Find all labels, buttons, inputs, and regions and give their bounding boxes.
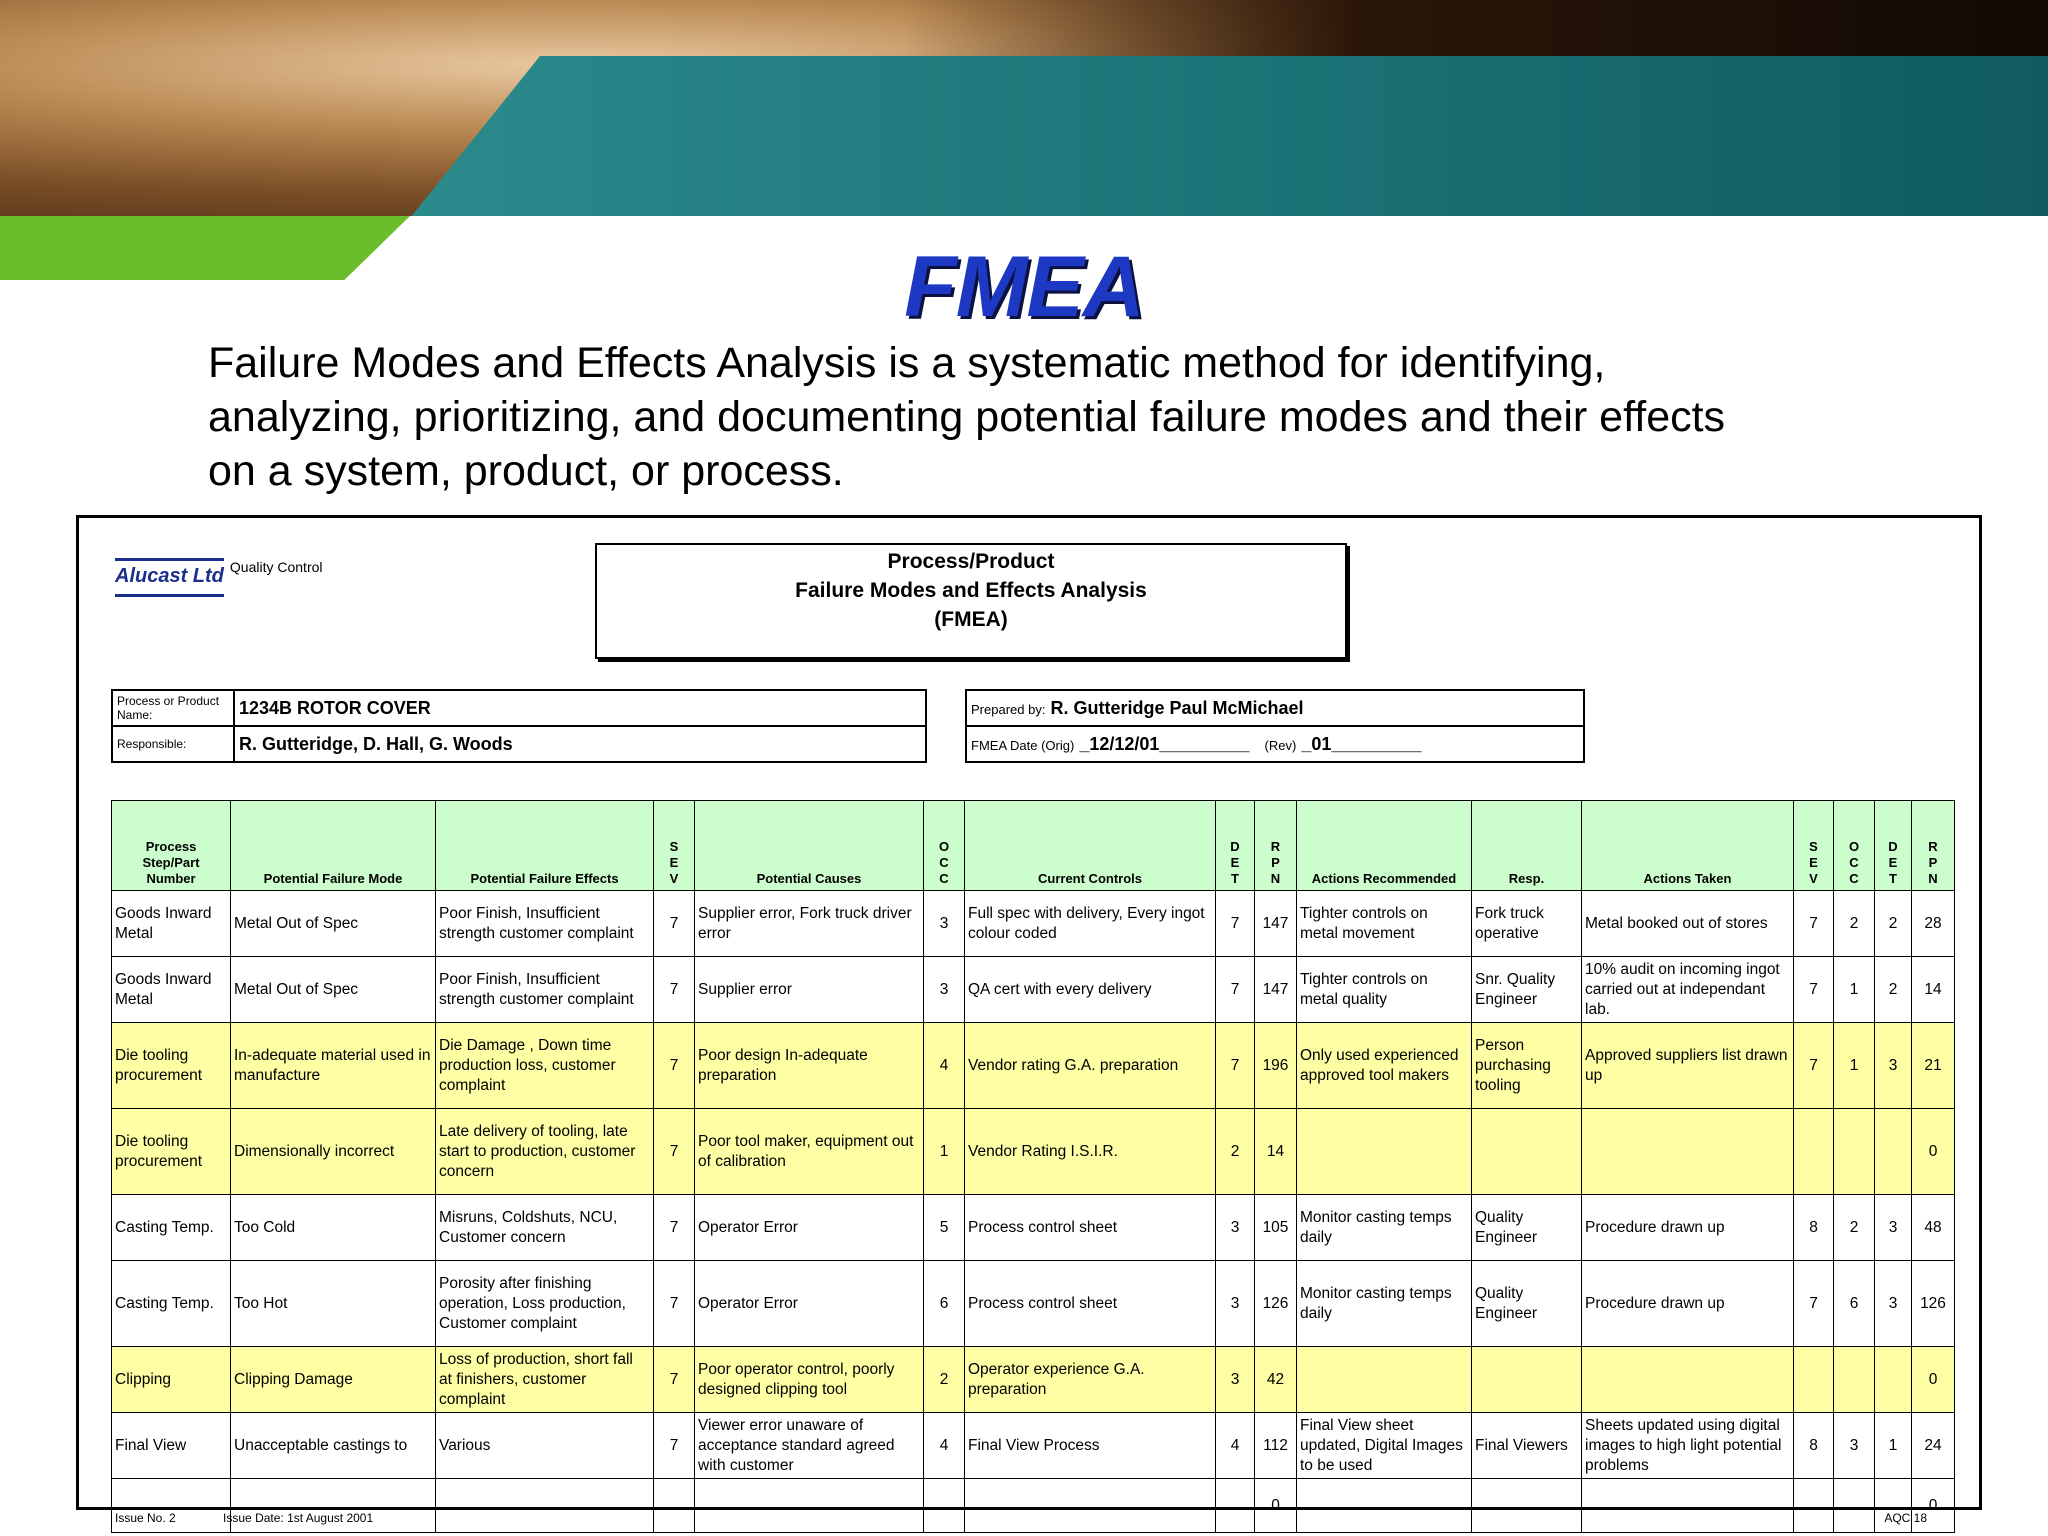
table-cell: Various <box>436 1413 654 1479</box>
fmea-date-label: FMEA Date (Orig) <box>971 737 1075 753</box>
table-cell: 147 <box>1255 891 1297 957</box>
table-cell: 7 <box>1794 1261 1834 1347</box>
table-cell: Poor Finish, Insufficient strength customer complaint <box>436 957 654 1023</box>
table-cell: 3 <box>1875 1023 1912 1109</box>
form-title-line3: (FMEA) <box>934 608 1008 631</box>
table-cell: Casting Temp. <box>112 1261 231 1347</box>
table-cell: 7 <box>654 1347 695 1413</box>
table-cell: Sheets updated using digital images to high light potential problems <box>1582 1413 1794 1479</box>
table-cell: Loss of production, short fall at finishers, customer complaint <box>436 1347 654 1413</box>
table-cell: 2 <box>924 1347 965 1413</box>
column-header: Actions Recommended <box>1297 801 1472 891</box>
slide-intro-text: Failure Modes and Effects Analysis is a systematic method for identifying, analyzing, prioritizing, and documenting potential failure modes and their effects on a system, product, or process. <box>208 339 1726 495</box>
table-cell <box>436 1479 654 1533</box>
table-cell: 2 <box>1875 891 1912 957</box>
table-cell: Tighter controls on metal quality <box>1297 957 1472 1023</box>
company-subtitle: Quality Control <box>229 559 323 575</box>
table-cell: 2 <box>1875 957 1912 1023</box>
table-cell: Operator Error <box>695 1195 924 1261</box>
table-cell <box>1297 1347 1472 1413</box>
table-cell: 7 <box>1216 1023 1255 1109</box>
table-cell: 1 <box>924 1109 965 1195</box>
process-name-label: Process or Product Name: <box>112 690 234 726</box>
column-header: Actions Taken <box>1582 801 1794 891</box>
table-cell: 1 <box>1834 957 1875 1023</box>
column-header: O C C <box>1834 801 1875 891</box>
table-cell: 7 <box>1794 957 1834 1023</box>
table-cell: 4 <box>1216 1413 1255 1479</box>
table-cell: Snr. Quality Engineer <box>1472 957 1582 1023</box>
table-cell <box>1794 1479 1834 1533</box>
slide-title: FMEA <box>904 239 1144 335</box>
table-cell: 3 <box>1875 1195 1912 1261</box>
table-cell: Unacceptable castings to <box>231 1413 436 1479</box>
fmea-table-body <box>112 891 1955 1533</box>
table-cell: 21 <box>1912 1023 1955 1109</box>
column-header: D E T <box>1216 801 1255 891</box>
table-cell: Metal Out of Spec <box>231 957 436 1023</box>
table-cell: Casting Temp. <box>112 1195 231 1261</box>
table-cell: Quality Engineer <box>1472 1261 1582 1347</box>
column-header: Process Step/Part Number <box>112 801 231 891</box>
header-teal-band <box>410 56 2048 218</box>
table-cell: Process control sheet <box>965 1195 1216 1261</box>
prepared-by-cell <box>966 690 1584 726</box>
table-cell <box>1875 1109 1912 1195</box>
table-cell: 196 <box>1255 1023 1297 1109</box>
table-cell: 14 <box>1912 957 1955 1023</box>
table-cell <box>1297 1109 1472 1195</box>
table-cell <box>1834 1347 1875 1413</box>
table-cell: 3 <box>924 957 965 1023</box>
form-footer-code: AQC 18 <box>1884 1511 1927 1525</box>
table-cell: 2 <box>1834 891 1875 957</box>
table-row <box>112 891 1955 957</box>
table-cell: 105 <box>1255 1195 1297 1261</box>
table-cell: 7 <box>1216 957 1255 1023</box>
table-cell: 1 <box>1875 1413 1912 1479</box>
prepared-by-label: Prepared by: <box>971 701 1046 717</box>
table-cell: Die tooling procurement <box>112 1023 231 1109</box>
table-cell: 0 <box>1255 1479 1297 1533</box>
table-cell: 4 <box>924 1023 965 1109</box>
table-cell: Final Viewers <box>1472 1413 1582 1479</box>
table-cell: QA cert with every delivery <box>965 957 1216 1023</box>
form-title-box <box>595 543 1347 659</box>
fmea-date-cell <box>966 726 1584 762</box>
table-cell: Fork truck operative <box>1472 891 1582 957</box>
table-cell: Poor Finish, Insufficient strength customer complaint <box>436 891 654 957</box>
table-cell: 7 <box>654 1109 695 1195</box>
table-cell: Too Hot <box>231 1261 436 1347</box>
table-cell <box>1794 1347 1834 1413</box>
table-row <box>112 1479 1955 1533</box>
table-cell <box>695 1479 924 1533</box>
table-cell: Poor operator control, poorly designed clipping tool <box>695 1347 924 1413</box>
column-header: D E T <box>1875 801 1912 891</box>
table-cell: Operator Error <box>695 1261 924 1347</box>
table-cell: 3 <box>924 891 965 957</box>
process-info-table <box>111 689 927 763</box>
table-cell <box>1834 1479 1875 1533</box>
form-footer-left <box>115 1511 373 1525</box>
table-cell: Metal booked out of stores <box>1582 891 1794 957</box>
company-logo <box>115 558 323 597</box>
table-cell: 3 <box>1216 1347 1255 1413</box>
rev-value: _01_________ <box>1301 733 1422 754</box>
table-cell <box>654 1479 695 1533</box>
table-cell: Final View Process <box>965 1413 1216 1479</box>
table-cell <box>1472 1347 1582 1413</box>
table-row <box>112 1413 1955 1479</box>
table-cell: 24 <box>1912 1413 1955 1479</box>
table-cell: Goods Inward Metal <box>112 957 231 1023</box>
company-name: Alucast Ltd <box>115 558 224 597</box>
table-cell: 6 <box>1834 1261 1875 1347</box>
table-cell: Process control sheet <box>965 1261 1216 1347</box>
table-cell: Metal Out of Spec <box>231 891 436 957</box>
table-cell: 7 <box>654 1413 695 1479</box>
table-cell: 7 <box>1216 891 1255 957</box>
column-header: S E V <box>1794 801 1834 891</box>
table-cell: Person purchasing tooling <box>1472 1023 1582 1109</box>
column-header: Potential Failure Effects <box>436 801 654 891</box>
table-cell: Poor tool maker, equipment out of calibration <box>695 1109 924 1195</box>
column-header: R P N <box>1912 801 1955 891</box>
issue-number: Issue No. 2 <box>115 1511 176 1525</box>
table-cell: 7 <box>654 1023 695 1109</box>
table-cell <box>965 1479 1216 1533</box>
table-cell: 7 <box>654 957 695 1023</box>
table-cell: 4 <box>924 1413 965 1479</box>
table-cell: 112 <box>1255 1413 1297 1479</box>
table-cell: 5 <box>924 1195 965 1261</box>
table-cell <box>1472 1479 1582 1533</box>
table-cell: 3 <box>1216 1261 1255 1347</box>
table-cell: Clipping <box>112 1347 231 1413</box>
table-cell: Quality Engineer <box>1472 1195 1582 1261</box>
table-cell: 7 <box>654 891 695 957</box>
table-row <box>112 1261 1955 1347</box>
responsible-value: R. Gutteridge, D. Hall, G. Woods <box>234 726 926 762</box>
table-cell: Operator experience G.A. preparation <box>965 1347 1216 1413</box>
table-cell: 0 <box>1912 1109 1955 1195</box>
table-cell: Final View sheet updated, Digital Images to be used <box>1297 1413 1472 1479</box>
table-cell <box>1875 1347 1912 1413</box>
table-row <box>112 1195 1955 1261</box>
table-cell <box>1582 1347 1794 1413</box>
table-cell: Procedure drawn up <box>1582 1261 1794 1347</box>
table-cell: In-adequate material used in manufacture <box>231 1023 436 1109</box>
column-header: Current Controls <box>965 801 1216 891</box>
table-cell: Only used experienced approved tool makers <box>1297 1023 1472 1109</box>
process-name-value: 1234B ROTOR COVER <box>234 690 926 726</box>
column-header: Potential Causes <box>695 801 924 891</box>
table-cell: 3 <box>1834 1413 1875 1479</box>
table-cell: 42 <box>1255 1347 1297 1413</box>
table-cell: 3 <box>1216 1195 1255 1261</box>
table-cell: Goods Inward Metal <box>112 891 231 957</box>
prepared-info-table <box>965 689 1585 763</box>
table-cell: Poor design In-adequate preparation <box>695 1023 924 1109</box>
table-cell: 7 <box>1794 1023 1834 1109</box>
issue-date: Issue Date: 1st August 2001 <box>223 1511 374 1525</box>
table-cell: Clipping Damage <box>231 1347 436 1413</box>
prepared-by-value: R. Gutteridge Paul McMichael <box>1050 697 1304 718</box>
table-row <box>112 1109 1955 1195</box>
table-cell: 2 <box>1834 1195 1875 1261</box>
form-title-line2: Failure Modes and Effects Analysis <box>795 579 1147 602</box>
table-cell: Die tooling procurement <box>112 1109 231 1195</box>
table-cell: 126 <box>1255 1261 1297 1347</box>
table-cell <box>1216 1479 1255 1533</box>
table-cell: 126 <box>1912 1261 1955 1347</box>
table-cell: Tighter controls on metal movement <box>1297 891 1472 957</box>
table-cell: Too Cold <box>231 1195 436 1261</box>
table-cell: 1 <box>1834 1023 1875 1109</box>
table-cell <box>1297 1479 1472 1533</box>
table-row <box>112 1347 1955 1413</box>
table-cell: 48 <box>1912 1195 1955 1261</box>
fmea-table <box>111 800 1955 1533</box>
table-cell <box>1472 1109 1582 1195</box>
table-cell: 2 <box>1216 1109 1255 1195</box>
table-cell: Procedure drawn up <box>1582 1195 1794 1261</box>
table-cell: 28 <box>1912 891 1955 957</box>
table-row <box>112 957 1955 1023</box>
table-cell: 10% audit on incoming ingot carried out at independant lab. <box>1582 957 1794 1023</box>
table-cell: 8 <box>1794 1195 1834 1261</box>
table-cell: Die Damage , Down time production loss, customer complaint <box>436 1023 654 1109</box>
column-header: R P N <box>1255 801 1297 891</box>
column-header: Potential Failure Mode <box>231 801 436 891</box>
table-cell: 0 <box>1912 1347 1955 1413</box>
table-cell: 14 <box>1255 1109 1297 1195</box>
table-cell: Full spec with delivery, Every ingot colour coded <box>965 891 1216 957</box>
table-cell: 8 <box>1794 1413 1834 1479</box>
table-cell: Final View <box>112 1413 231 1479</box>
form-title-line1: Process/Product <box>887 550 1055 573</box>
table-cell: Vendor Rating I.S.I.R. <box>965 1109 1216 1195</box>
table-cell: 7 <box>654 1195 695 1261</box>
table-cell: Dimensionally incorrect <box>231 1109 436 1195</box>
table-cell: 7 <box>1794 891 1834 957</box>
table-cell <box>1582 1109 1794 1195</box>
table-cell: 3 <box>1875 1261 1912 1347</box>
table-cell <box>1582 1479 1794 1533</box>
table-cell: Misruns, Coldshuts, NCU, Customer concern <box>436 1195 654 1261</box>
column-header: S E V <box>654 801 695 891</box>
fmea-date-value: _12/12/01_________ <box>1079 733 1250 754</box>
column-header: O C C <box>924 801 965 891</box>
fmea-form <box>76 515 1982 1525</box>
table-cell: 6 <box>924 1261 965 1347</box>
responsible-label: Responsible: <box>112 726 234 762</box>
table-cell: Monitor casting temps daily <box>1297 1261 1472 1347</box>
table-cell: Supplier error, Fork truck driver error <box>695 891 924 957</box>
table-cell: Approved suppliers list drawn up <box>1582 1023 1794 1109</box>
table-cell: Vendor rating G.A. preparation <box>965 1023 1216 1109</box>
table-cell <box>1834 1109 1875 1195</box>
table-cell <box>924 1479 965 1533</box>
rev-label: (Rev) <box>1264 737 1297 753</box>
table-cell <box>1794 1109 1834 1195</box>
table-cell: 7 <box>654 1261 695 1347</box>
header-banner-shadow <box>900 0 2048 60</box>
table-cell: Viewer error unaware of acceptance standard agreed with customer <box>695 1413 924 1479</box>
table-cell: Late delivery of tooling, late start to production, customer concern <box>436 1109 654 1195</box>
column-header: Resp. <box>1472 801 1582 891</box>
table-cell: Porosity after finishing operation, Loss production, Customer complaint <box>436 1261 654 1347</box>
table-cell: Monitor casting temps daily <box>1297 1195 1472 1261</box>
table-cell: 0 <box>1912 1479 1955 1533</box>
fmea-header-row <box>112 801 1955 891</box>
table-row <box>112 1023 1955 1109</box>
table-cell: 147 <box>1255 957 1297 1023</box>
table-cell: Supplier error <box>695 957 924 1023</box>
